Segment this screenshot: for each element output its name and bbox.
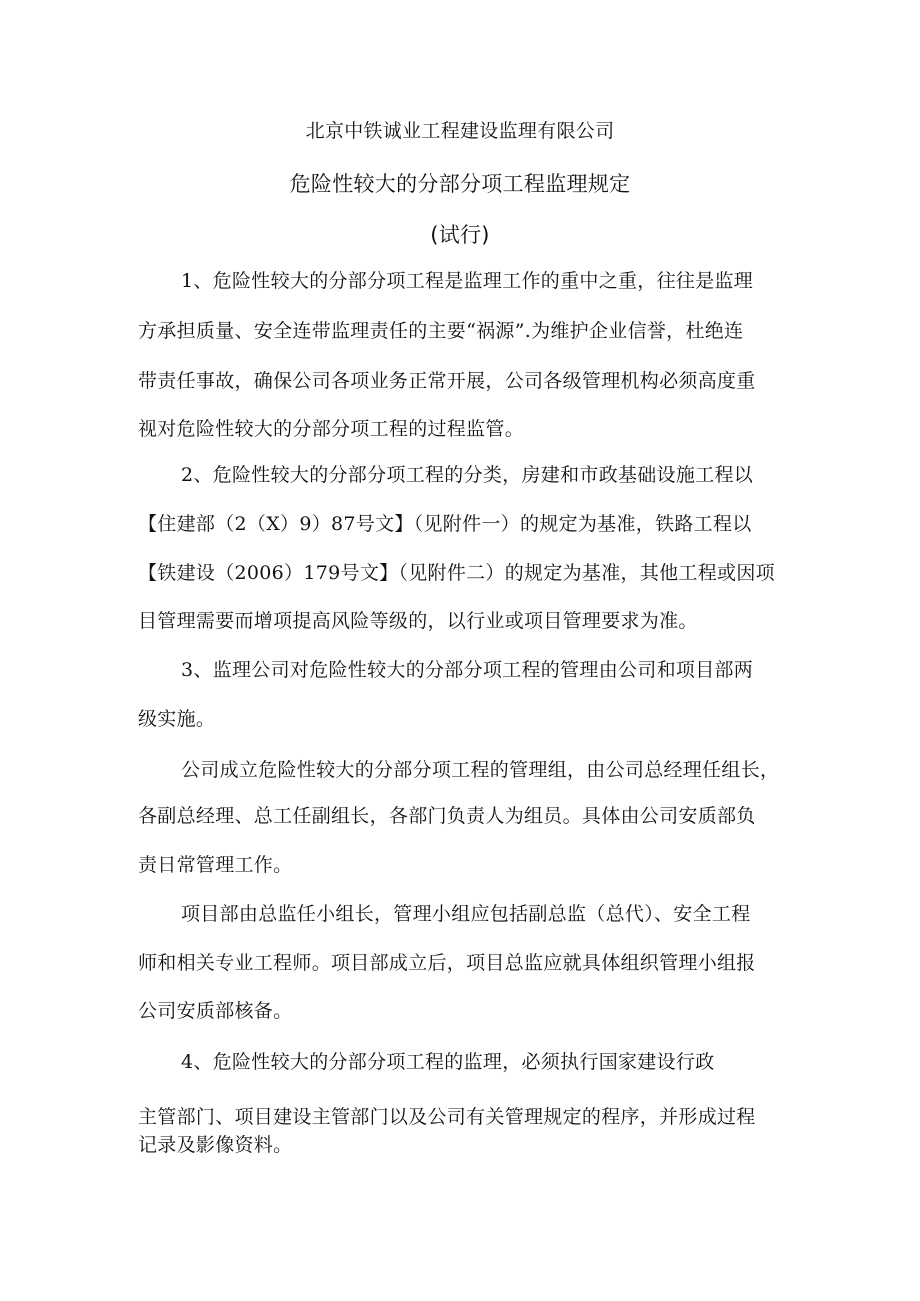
body-line-5: 2、危险性较大的分部分项工程的分类，房建和市政基础设施工程以	[181, 464, 754, 486]
body-line-9: 3、监理公司对危险性较大的分部分项工程的管理由公司和项目部两	[181, 659, 754, 681]
body-line-14: 项目部由总监任小组长，管理小组应包括副总监（总代）、安全工程	[181, 903, 751, 925]
body-line-8: 目管理需要而增项提高风险等级的，以行业或项目管理要求为准。	[138, 610, 698, 632]
body-line-10: 级实施。	[138, 708, 216, 730]
body-line-18: 主管部门、项目建设主管部门以及公司有关管理规定的程序，并形成过程	[138, 1106, 756, 1128]
body-line-4: 视对危险性较大的分部分项工程的过程监管。	[138, 418, 525, 440]
body-line-15: 师和相关专业工程师。项目部成立后，项目总监应就具体组织管理小组报	[138, 952, 756, 974]
body-line-2: 方承担质量、安全连带监理责任的主要“祸源”.为维护企业信誉，杜绝连	[138, 320, 744, 342]
body-line-7: 【铁建设（2006）179号文】（见附件二）的规定为基准，其他工程或因项	[138, 562, 775, 584]
body-line-3: 带责任事故，确保公司各项业务正常开展，公司各级管理机构必须高度重	[138, 370, 756, 392]
company-name: 北京中铁诚业工程建设监理有限公司	[305, 120, 615, 142]
body-line-11: 公司成立危险性较大的分部分项工程的管理组，由公司总经理任组长，	[181, 759, 780, 781]
document-title: 危险性较大的分部分项工程监理规定	[289, 172, 631, 196]
body-line-6: 【住建部（2（X）9）87号文】（见附件一）的规定为基准，铁路工程以	[138, 513, 752, 535]
body-line-17: 4、危险性较大的分部分项工程的监理，必须执行国家建设行政	[181, 1051, 715, 1073]
body-line-13: 责日常管理工作。	[138, 854, 293, 876]
document-subtitle: (试行)	[430, 223, 490, 247]
body-line-12: 各副总经理、总工任副组长，各部门负责人为组员。具体由公司安质部负	[138, 805, 756, 827]
body-line-1: 1、危险性较大的分部分项工程是监理工作的重中之重，往往是监理	[181, 270, 754, 292]
body-line-19: 记录及影像资料。	[138, 1134, 293, 1156]
body-line-16: 公司安质部核备。	[138, 1000, 293, 1022]
